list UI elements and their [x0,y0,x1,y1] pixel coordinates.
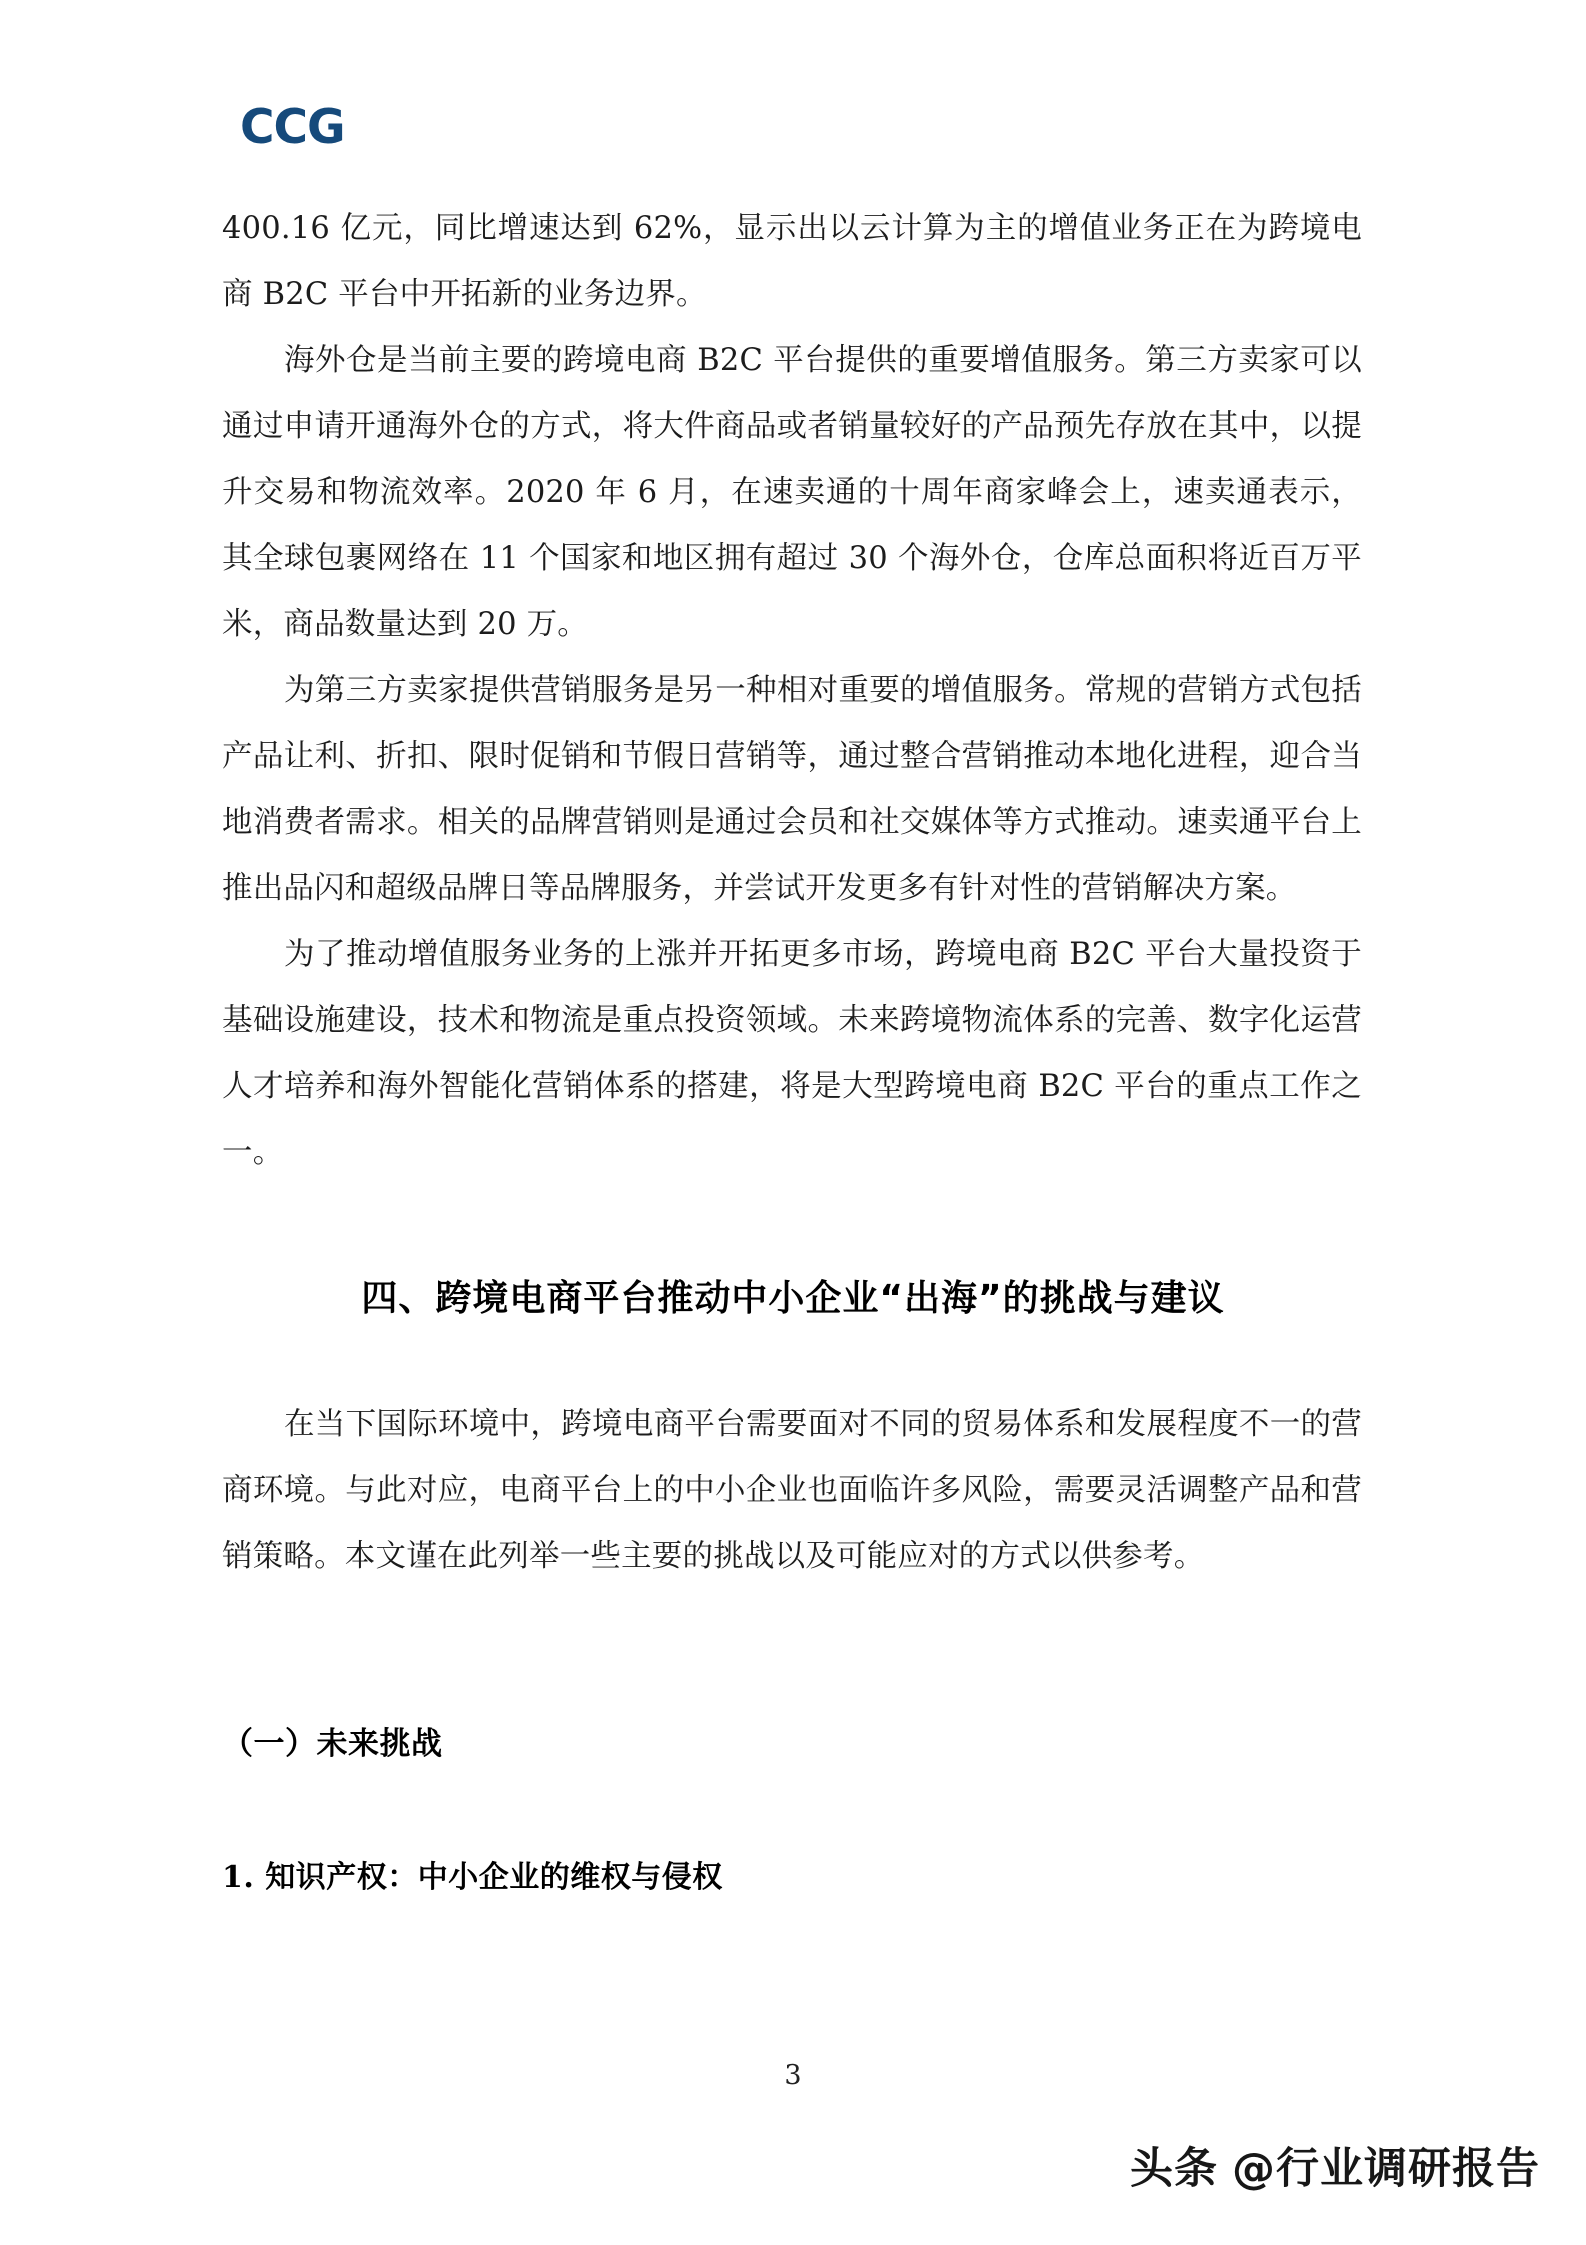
section-intro-paragraph: 在当下国际环境中，跨境电商平台需要面对不同的贸易体系和发展程度不一的营商环境。与此对应，电商平台上的中小企业也面临许多风险，需要灵活调整产品和营销策略。本文谨在此列举一些主要的挑战以及可能应对的方式以供参考。 [222,1407,1362,1574]
subsection-heading-one: （一）未来挑战 [222,1726,443,1762]
ccg-logo: CCG [240,100,345,155]
watermark-platform-label: 头条 [1130,2144,1218,2194]
section-heading-four: 四、跨境电商平台推动中小企业“出海”的挑战与建议 [361,1278,1225,1319]
watermark [1130,2135,1540,2196]
paragraph-1: 400.16 亿元，同比增速达到 62%，显示出以云计算为主的增值业务正在为跨境电商 B2C 平台中开拓新的业务边界。 [222,211,1362,312]
paragraph-4: 为了推动增值服务业务的上涨并开拓更多市场，跨境电商 B2C 平台大量投资于基础设施建设，技术和物流是重点投资领域。未来跨境物流体系的完善、数字化运营人才培养和海外智能化营销体系的搭建，将是大型跨境电商 B2C 平台的重点工作之一。 [222,937,1362,1170]
section-intro [222,1392,1362,1590]
watermark-handle: @行业调研报告 [1232,2144,1540,2194]
document-body-text [222,196,1362,1186]
subsection-heading-intellectual-property: 1. 知识产权：中小企业的维权与侵权 [222,1860,723,1895]
paragraph-2: 海外仓是当前主要的跨境电商 B2C 平台提供的重要增值服务。第三方卖家可以通过申请开通海外仓的方式，将大件商品或者销量较好的产品预先存放在其中，以提升交易和物流效率。2020 年 6 月，在速卖通的十周年商家峰会上，速卖通表示，其全球包裹网络在 11 个国家和地区拥有超过 30 个海外仓，仓库总面积将近百万平米，商品数量达到 20 万。 [222,343,1362,642]
paragraph-3: 为第三方卖家提供营销服务是另一种相对重要的增值服务。常规的营销方式包括产品让利、折扣、限时促销和节假日营销等，通过整合营销推动本地化进程，迎合当地消费者需求。相关的品牌营销则是通过会员和社交媒体等方式推动。速卖通平台上推出品闪和超级品牌日等品牌服务，并尝试开发更多有针对性的营销解决方案。 [222,673,1362,906]
page-number: 3 [784,2060,802,2091]
